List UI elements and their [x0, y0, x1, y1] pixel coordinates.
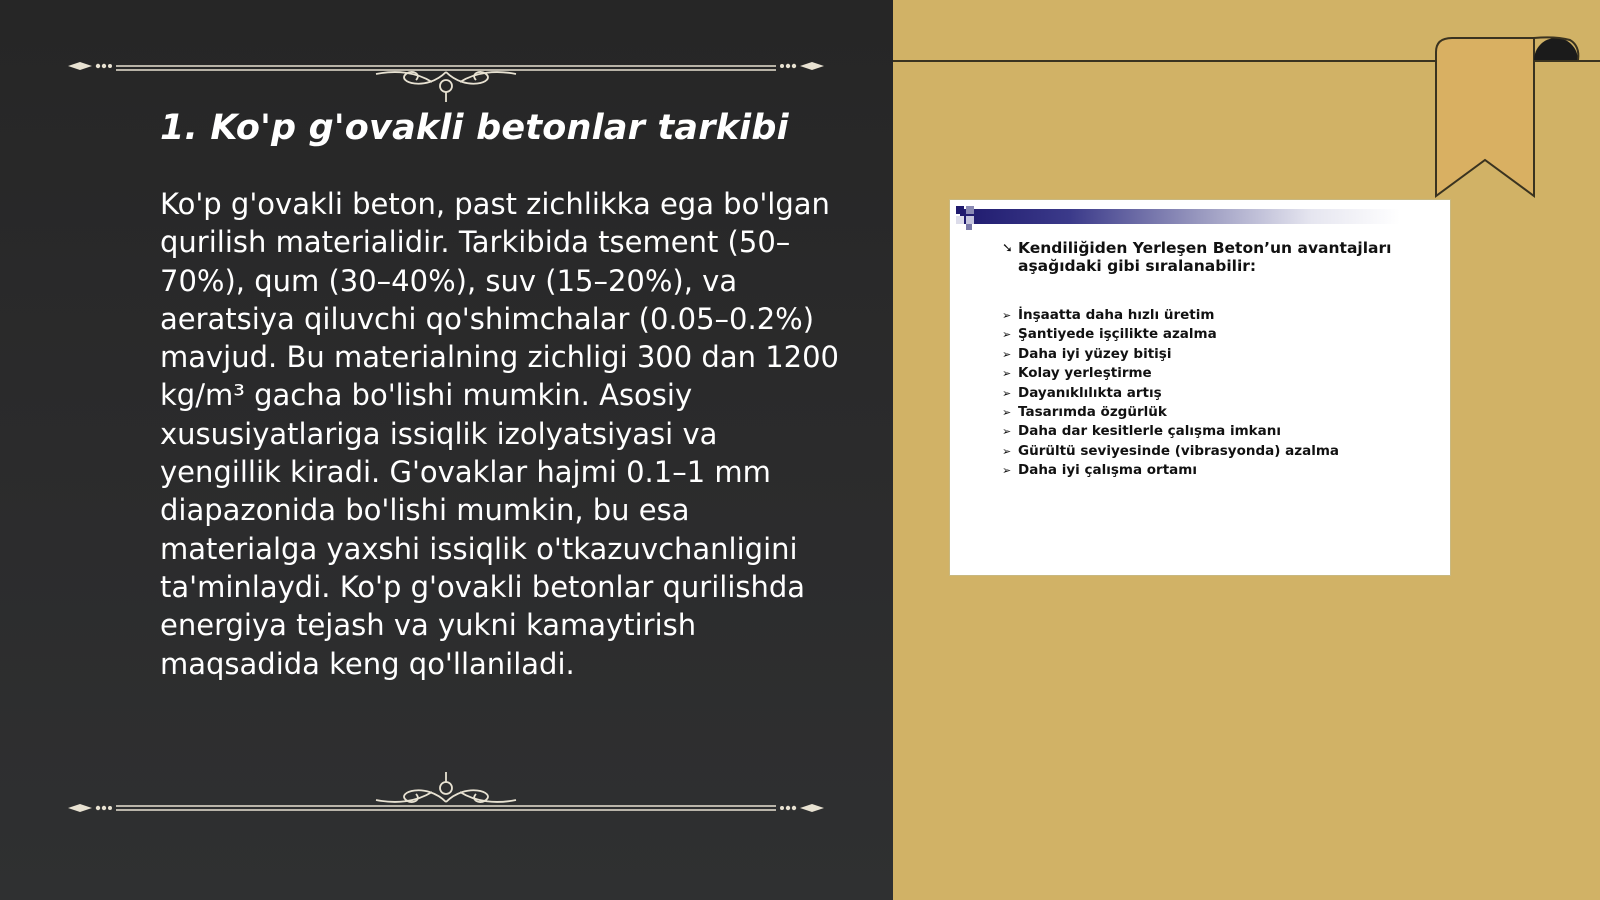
slide-body-text: Ko'p g'ovakli beton, past zichlikka ega bo'lgan qurilish materialidir. Tarkibida tsement (50–70%), qum (30–40%), suv (15–20%), va aeratsiya qiluvchi qo'shimchalar (0.05–0.2%) mavjud. Bu materialning zichligi 300 dan 1200 kg/m³ gacha bo'lishi mumkin. Asosiy xususiyatlariga issiqlik izolyatsiyasi va yengillik kiradi. G'ovaklar hajmi 0.1–1 mm diapazonida bo'lishi mumkin, bu esa materialga yaxshi issiqlik o'tkazuvchanligini ta'minlaydi. Ko'p g'ovakli betonlar qurilishda energiya tejash va yukni kamaytirish maqsadida keng qo'llaniladi. — [160, 187, 839, 681]
embedded-slide-image — [950, 200, 1450, 575]
arrowhead-bullet-icon: ➢ — [1002, 386, 1012, 400]
list-item: ➢ Tasarımda özgürlük — [1002, 403, 1339, 422]
arrowhead-bullet-icon: ➢ — [1002, 425, 1012, 439]
list-item: ➢ Daha iyi yüzey bitişi — [1002, 345, 1339, 364]
arrowhead-bullet-icon: ➢ — [1002, 464, 1012, 478]
embed-corner-squares — [956, 206, 986, 236]
ornamental-divider-icon — [66, 772, 826, 822]
embed-heading: Kendiliğiden Yerleşen Beton’un avantajları aşağıdaki gibi sıralanabilir: — [1018, 239, 1392, 275]
ornamental-divider-icon — [66, 52, 826, 102]
list-item: ➢ Şantiyede işçilikte azalma — [1002, 325, 1339, 344]
arrowhead-bullet-icon: ➢ — [1002, 444, 1012, 458]
arrowhead-bullet-icon: ➢ — [1002, 309, 1012, 322]
arrowhead-bullet-icon: ➢ — [1002, 406, 1012, 420]
arrow-bullet-icon: ➘ — [1002, 241, 1013, 256]
list-item: ➢ Daha iyi çalışma ortamı — [1002, 461, 1339, 480]
bookmark-ribbon-icon — [1430, 0, 1600, 200]
embed-list — [1002, 306, 1339, 481]
embed-gradient-bar — [960, 209, 1400, 224]
list-item: ➢ İnşaatta daha hızlı üretim — [1002, 306, 1339, 325]
list-item: ➢ Kolay yerleştirme — [1002, 364, 1339, 383]
slide-title: 1. Ko'p g'ovakli betonlar tarkibi — [160, 108, 789, 148]
arrowhead-bullet-icon: ➢ — [1002, 347, 1012, 361]
arrowhead-bullet-icon: ➢ — [1002, 367, 1012, 381]
arrowhead-bullet-icon: ➢ — [1002, 328, 1012, 342]
list-item: ➢ Dayanıklılıkta artış — [1002, 384, 1339, 403]
list-item: ➢ Daha dar kesitlerle çalışma imkanı — [1002, 422, 1339, 441]
list-item: ➢ Gürültü seviyesinde (vibrasyonda) azalma — [1002, 442, 1339, 461]
